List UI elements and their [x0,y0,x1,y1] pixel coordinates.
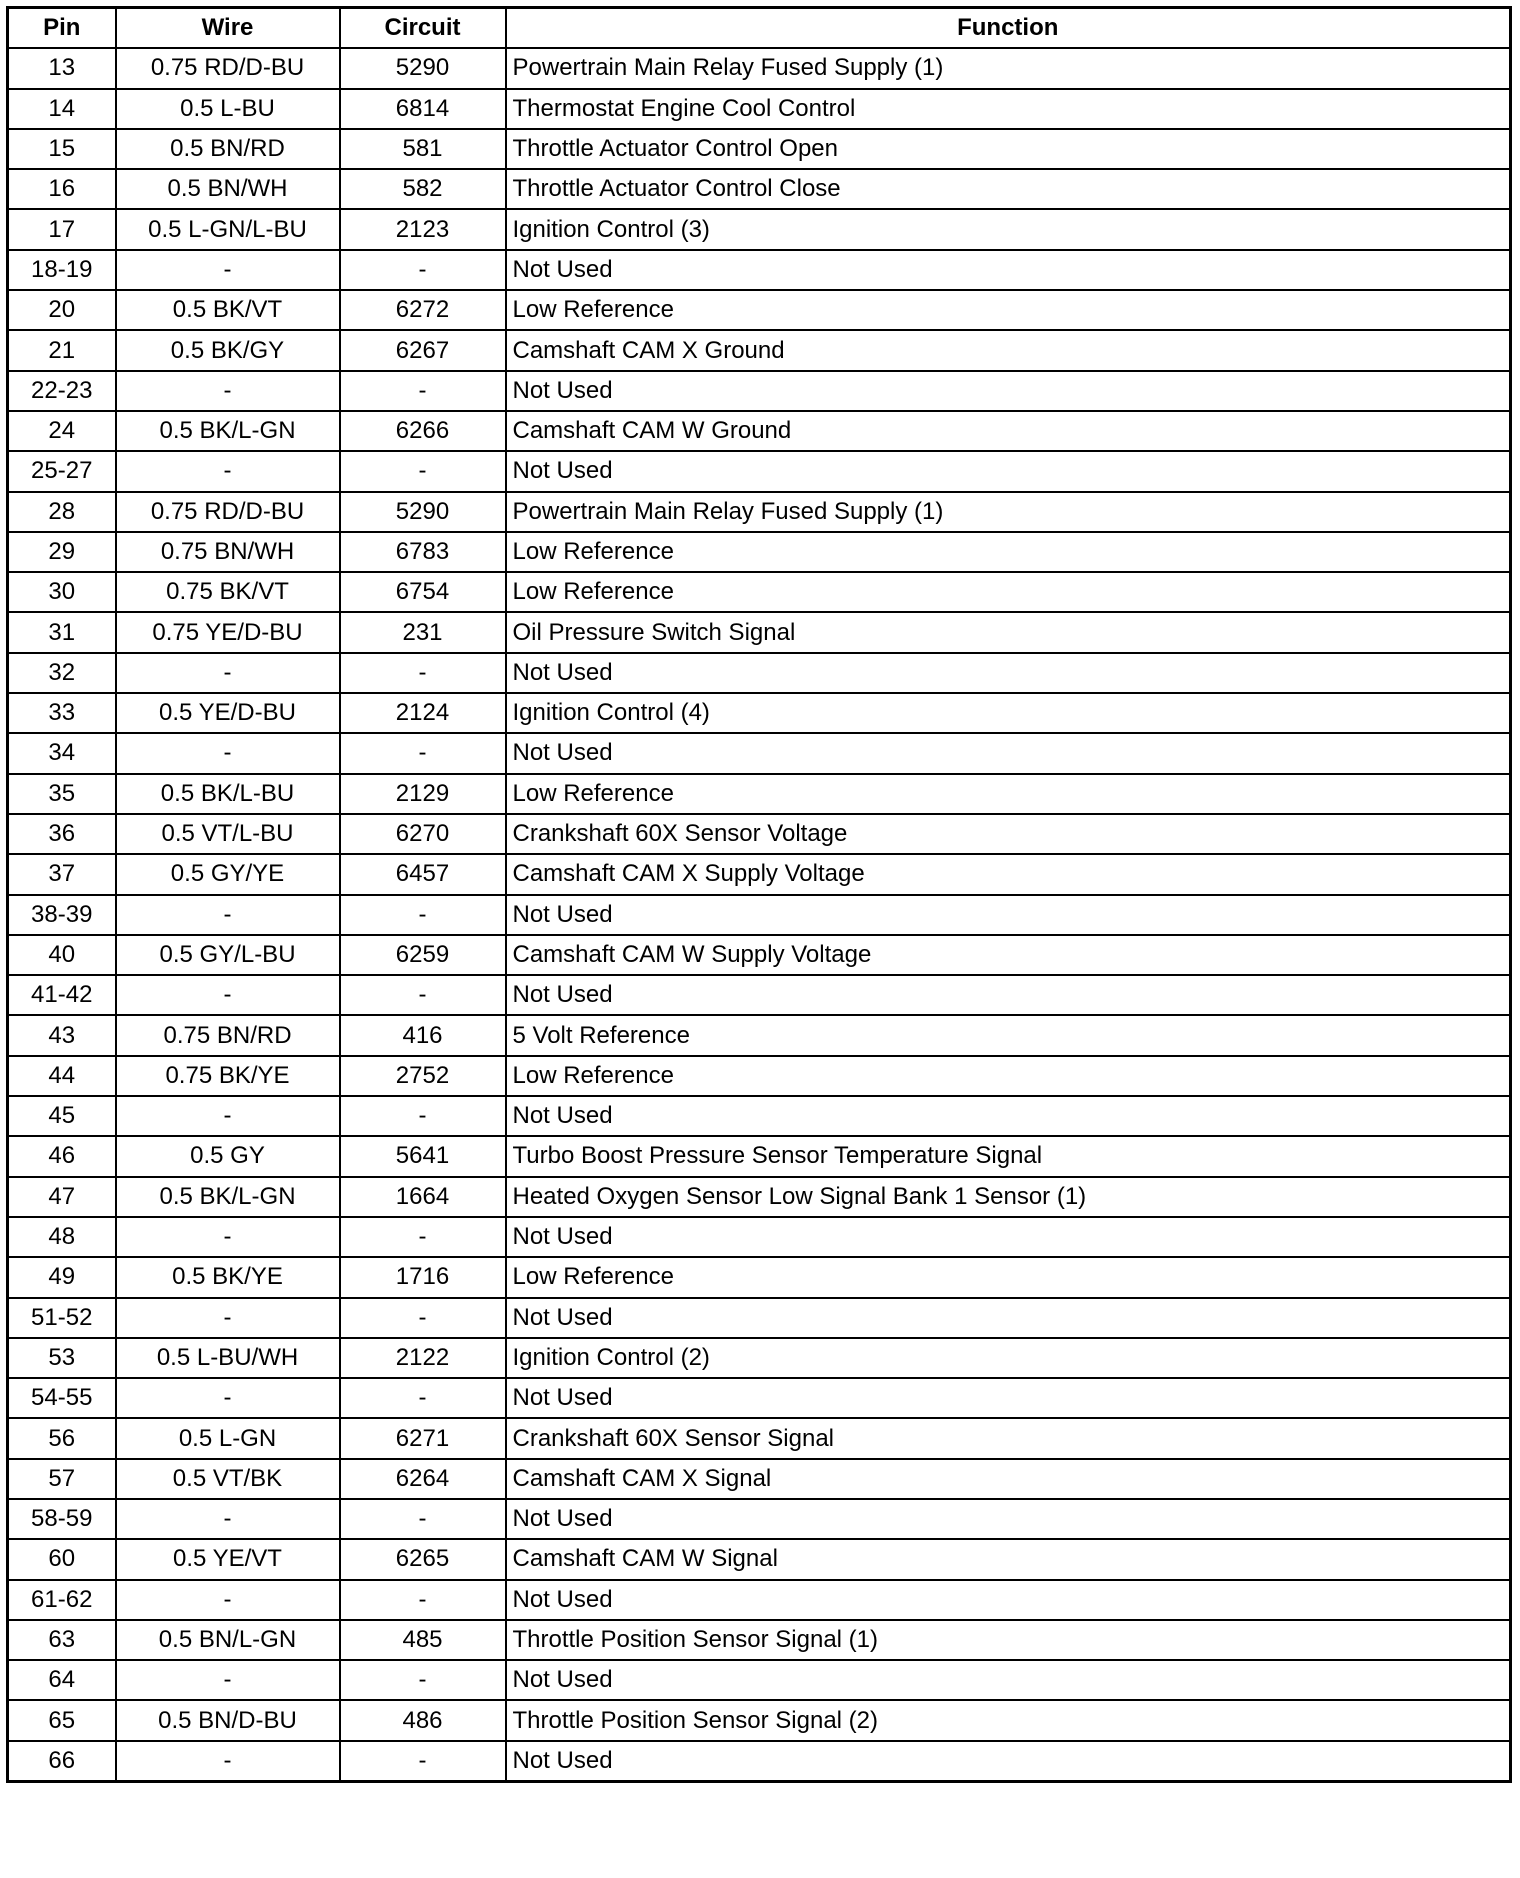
cell-circuit: 6265 [340,1539,506,1579]
cell-wire: 0.5 BN/RD [116,129,340,169]
cell-pin: 36 [8,814,116,854]
cell-pin: 65 [8,1700,116,1740]
cell-wire: 0.5 YE/VT [116,1539,340,1579]
cell-pin: 21 [8,330,116,370]
cell-pin: 47 [8,1177,116,1217]
cell-pin: 15 [8,129,116,169]
cell-function: Heated Oxygen Sensor Low Signal Bank 1 Sensor (1) [506,1177,1511,1217]
cell-function: Crankshaft 60X Sensor Voltage [506,814,1511,854]
cell-wire: 0.75 RD/D-BU [116,48,340,88]
cell-function: Throttle Position Sensor Signal (2) [506,1700,1511,1740]
cell-circuit: - [340,1741,506,1782]
cell-wire: 0.5 GY [116,1136,340,1176]
cell-wire: - [116,250,340,290]
cell-pin: 56 [8,1418,116,1458]
table-row [8,1660,1511,1700]
cell-circuit: - [340,733,506,773]
table-row [8,492,1511,532]
table-body [8,48,1511,1781]
cell-function: Throttle Actuator Control Open [506,129,1511,169]
cell-pin: 37 [8,854,116,894]
cell-wire: 0.5 BN/D-BU [116,1700,340,1740]
cell-function: Not Used [506,1660,1511,1700]
table-row [8,1338,1511,1378]
cell-pin: 49 [8,1257,116,1297]
cell-function: Camshaft CAM X Ground [506,330,1511,370]
table-row [8,572,1511,612]
cell-pin: 24 [8,411,116,451]
table-row [8,250,1511,290]
cell-circuit: 2122 [340,1338,506,1378]
cell-circuit: - [340,371,506,411]
cell-function: Thermostat Engine Cool Control [506,89,1511,129]
table-row [8,975,1511,1015]
cell-wire: 0.5 BN/L-GN [116,1620,340,1660]
cell-wire: 0.75 BK/VT [116,572,340,612]
cell-pin: 18-19 [8,250,116,290]
cell-function: Not Used [506,371,1511,411]
cell-function: Camshaft CAM X Supply Voltage [506,854,1511,894]
cell-function: Camshaft CAM X Signal [506,1459,1511,1499]
cell-wire: - [116,1378,340,1418]
cell-function: Not Used [506,653,1511,693]
table-row [8,1298,1511,1338]
cell-wire: 0.5 VT/L-BU [116,814,340,854]
cell-circuit: 581 [340,129,506,169]
cell-function: Not Used [506,733,1511,773]
table-row [8,774,1511,814]
cell-pin: 22-23 [8,371,116,411]
cell-pin: 30 [8,572,116,612]
cell-function: Ignition Control (4) [506,693,1511,733]
cell-wire: - [116,1741,340,1782]
cell-function: Not Used [506,1499,1511,1539]
table-row [8,1217,1511,1257]
cell-circuit: 6259 [340,935,506,975]
cell-function: Crankshaft 60X Sensor Signal [506,1418,1511,1458]
cell-wire: 0.75 BK/YE [116,1056,340,1096]
cell-pin: 43 [8,1015,116,1055]
table-row [8,693,1511,733]
cell-function: Not Used [506,1741,1511,1782]
cell-function: Oil Pressure Switch Signal [506,612,1511,652]
table-row [8,1580,1511,1620]
table-row [8,1620,1511,1660]
table-row [8,895,1511,935]
cell-function: Low Reference [506,774,1511,814]
cell-function: Camshaft CAM W Ground [506,411,1511,451]
cell-pin: 29 [8,532,116,572]
cell-pin: 66 [8,1741,116,1782]
cell-function: Not Used [506,250,1511,290]
cell-pin: 16 [8,169,116,209]
cell-circuit: 2129 [340,774,506,814]
cell-circuit: 5290 [340,48,506,88]
cell-circuit: 486 [340,1700,506,1740]
table-row [8,89,1511,129]
cell-circuit: 1716 [340,1257,506,1297]
cell-wire: 0.5 GY/YE [116,854,340,894]
cell-function: Not Used [506,1096,1511,1136]
cell-wire: 0.5 L-BU/WH [116,1338,340,1378]
cell-wire: - [116,733,340,773]
cell-wire: - [116,1298,340,1338]
cell-wire: 0.5 GY/L-BU [116,935,340,975]
cell-wire: - [116,1499,340,1539]
cell-function: Powertrain Main Relay Fused Supply (1) [506,48,1511,88]
table-row [8,209,1511,249]
cell-pin: 60 [8,1539,116,1579]
cell-pin: 64 [8,1660,116,1700]
table-row [8,411,1511,451]
header-function: Function [506,8,1511,49]
table-row [8,48,1511,88]
cell-circuit: - [340,895,506,935]
cell-function: Low Reference [506,532,1511,572]
cell-wire: - [116,1660,340,1700]
cell-pin: 44 [8,1056,116,1096]
cell-circuit: - [340,1096,506,1136]
cell-function: Low Reference [506,572,1511,612]
header-circuit: Circuit [340,8,506,49]
cell-wire: - [116,895,340,935]
table-row [8,1177,1511,1217]
cell-circuit: 2123 [340,209,506,249]
table-row [8,1741,1511,1782]
table-row [8,1418,1511,1458]
cell-wire: 0.5 BK/L-GN [116,1177,340,1217]
cell-function: Not Used [506,451,1511,491]
cell-pin: 63 [8,1620,116,1660]
table-row [8,532,1511,572]
cell-pin: 57 [8,1459,116,1499]
cell-wire: 0.5 VT/BK [116,1459,340,1499]
cell-circuit: 5641 [340,1136,506,1176]
cell-circuit: - [340,975,506,1015]
cell-circuit: 2124 [340,693,506,733]
cell-pin: 34 [8,733,116,773]
header-wire: Wire [116,8,340,49]
cell-function: Not Used [506,975,1511,1015]
cell-circuit: 6264 [340,1459,506,1499]
cell-pin: 28 [8,492,116,532]
cell-pin: 38-39 [8,895,116,935]
cell-pin: 14 [8,89,116,129]
cell-wire: 0.5 L-GN/L-BU [116,209,340,249]
cell-pin: 32 [8,653,116,693]
cell-pin: 46 [8,1136,116,1176]
table-row [8,169,1511,209]
cell-wire: 0.5 BK/L-GN [116,411,340,451]
cell-wire: - [116,1580,340,1620]
cell-function: Ignition Control (3) [506,209,1511,249]
table-row [8,290,1511,330]
connector-pinout-table [6,6,1512,1783]
cell-wire: 0.5 BK/GY [116,330,340,370]
cell-circuit: - [340,250,506,290]
cell-pin: 17 [8,209,116,249]
cell-wire: 0.5 BK/YE [116,1257,340,1297]
cell-wire: 0.75 BN/RD [116,1015,340,1055]
cell-circuit: 1664 [340,1177,506,1217]
cell-circuit: 6272 [340,290,506,330]
cell-function: Powertrain Main Relay Fused Supply (1) [506,492,1511,532]
cell-circuit: 6270 [340,814,506,854]
cell-pin: 40 [8,935,116,975]
cell-pin: 31 [8,612,116,652]
cell-circuit: 6267 [340,330,506,370]
cell-circuit: 485 [340,1620,506,1660]
table-row [8,1056,1511,1096]
cell-wire: 0.5 L-GN [116,1418,340,1458]
cell-circuit: - [340,653,506,693]
table-row [8,451,1511,491]
cell-circuit: 6783 [340,532,506,572]
cell-circuit: 6457 [340,854,506,894]
cell-circuit: 6266 [340,411,506,451]
cell-function: Throttle Position Sensor Signal (1) [506,1620,1511,1660]
cell-wire: - [116,451,340,491]
cell-function: Camshaft CAM W Signal [506,1539,1511,1579]
cell-wire: 0.5 BN/WH [116,169,340,209]
table-row [8,1700,1511,1740]
cell-pin: 51-52 [8,1298,116,1338]
cell-function: Not Used [506,1298,1511,1338]
cell-pin: 45 [8,1096,116,1136]
table-row [8,935,1511,975]
cell-wire: 0.75 RD/D-BU [116,492,340,532]
cell-wire: - [116,653,340,693]
cell-function: Not Used [506,895,1511,935]
cell-circuit: - [340,1298,506,1338]
cell-wire: - [116,975,340,1015]
cell-pin: 33 [8,693,116,733]
cell-circuit: 416 [340,1015,506,1055]
cell-function: Not Used [506,1378,1511,1418]
cell-pin: 13 [8,48,116,88]
cell-circuit: - [340,1499,506,1539]
cell-circuit: 6814 [340,89,506,129]
cell-function: Turbo Boost Pressure Sensor Temperature Signal [506,1136,1511,1176]
header-pin: Pin [8,8,116,49]
cell-pin: 20 [8,290,116,330]
cell-wire: 0.75 BN/WH [116,532,340,572]
cell-circuit: - [340,1217,506,1257]
cell-function: Throttle Actuator Control Close [506,169,1511,209]
cell-circuit: - [340,1378,506,1418]
cell-wire: - [116,1096,340,1136]
cell-function: Not Used [506,1580,1511,1620]
table-header-row [8,8,1511,49]
cell-function: Camshaft CAM W Supply Voltage [506,935,1511,975]
cell-circuit: - [340,1660,506,1700]
cell-function: Not Used [506,1217,1511,1257]
table-row [8,1459,1511,1499]
cell-pin: 41-42 [8,975,116,1015]
cell-wire: - [116,1217,340,1257]
cell-wire: 0.75 YE/D-BU [116,612,340,652]
cell-circuit: - [340,1580,506,1620]
table-row [8,1539,1511,1579]
table-row [8,129,1511,169]
cell-wire: 0.5 BK/L-BU [116,774,340,814]
cell-circuit: 582 [340,169,506,209]
table-row [8,733,1511,773]
cell-circuit: 6271 [340,1418,506,1458]
cell-wire: 0.5 YE/D-BU [116,693,340,733]
cell-function: Low Reference [506,1056,1511,1096]
pinout-table-container [6,6,1512,1783]
table-row [8,1257,1511,1297]
cell-circuit: 2752 [340,1056,506,1096]
cell-circuit: 6754 [340,572,506,612]
table-row [8,330,1511,370]
cell-pin: 48 [8,1217,116,1257]
table-row [8,1378,1511,1418]
table-row [8,612,1511,652]
cell-pin: 61-62 [8,1580,116,1620]
cell-circuit: 231 [340,612,506,652]
cell-function: Ignition Control (2) [506,1338,1511,1378]
cell-pin: 58-59 [8,1499,116,1539]
table-row [8,1096,1511,1136]
cell-circuit: - [340,451,506,491]
cell-wire: - [116,371,340,411]
cell-pin: 53 [8,1338,116,1378]
cell-pin: 25-27 [8,451,116,491]
cell-function: 5 Volt Reference [506,1015,1511,1055]
table-row [8,1136,1511,1176]
table-row [8,814,1511,854]
cell-pin: 54-55 [8,1378,116,1418]
table-row [8,854,1511,894]
cell-function: Low Reference [506,290,1511,330]
table-row [8,1015,1511,1055]
table-row [8,1499,1511,1539]
cell-pin: 35 [8,774,116,814]
cell-wire: 0.5 BK/VT [116,290,340,330]
cell-function: Low Reference [506,1257,1511,1297]
table-row [8,371,1511,411]
cell-wire: 0.5 L-BU [116,89,340,129]
cell-circuit: 5290 [340,492,506,532]
table-row [8,653,1511,693]
